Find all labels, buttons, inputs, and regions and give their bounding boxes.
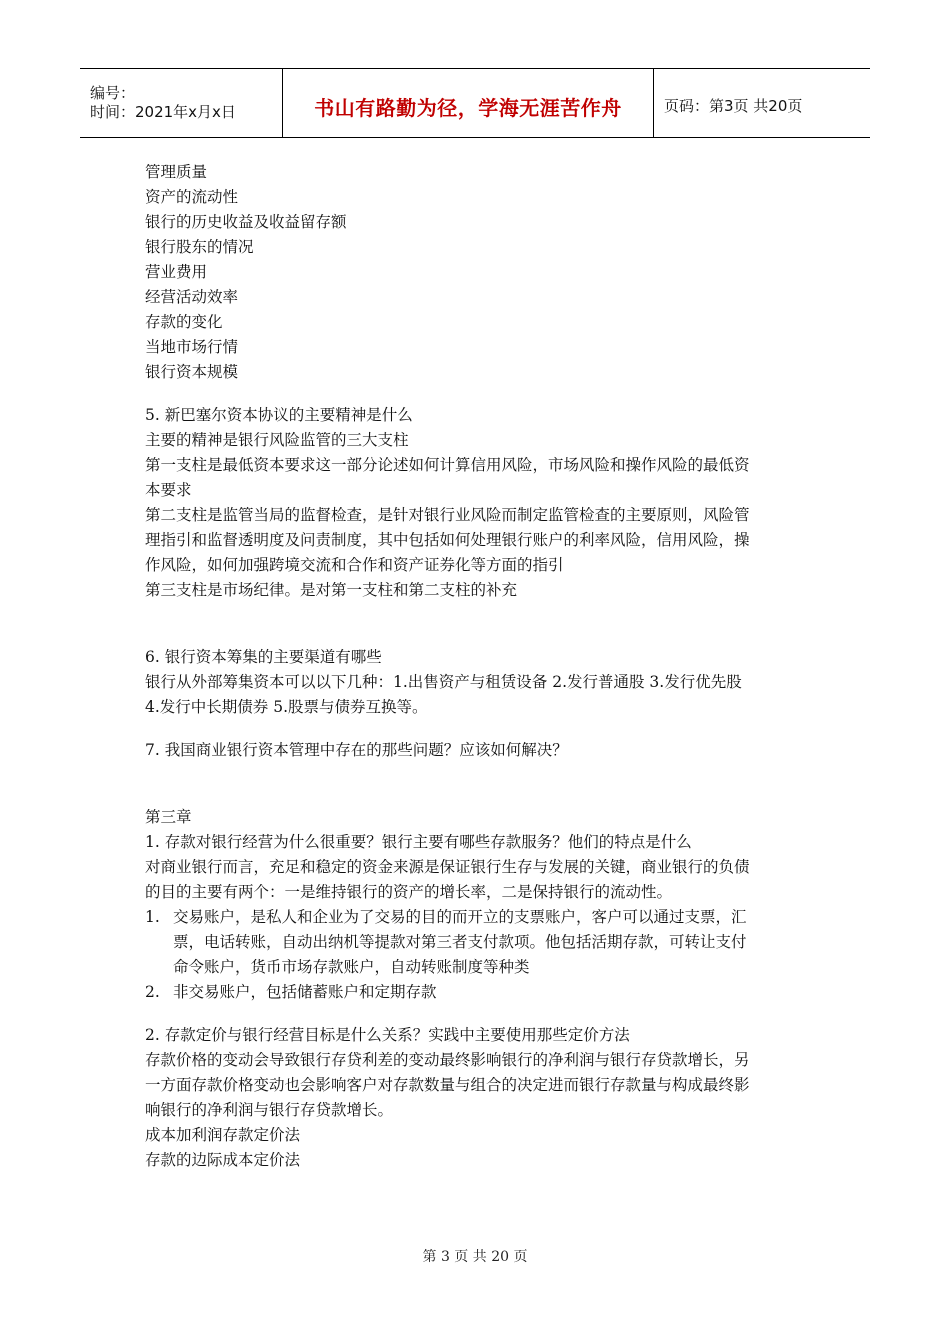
item-line: 命令账户，货币市场存款账户，自动转账制度等种类 [173, 958, 530, 976]
document-date-label: 时间：2021年x月x日 [90, 103, 236, 121]
header-meta [80, 69, 282, 137]
document-body [145, 160, 815, 1173]
account-type-item [145, 980, 815, 1005]
question-title: 2. 存款定价与银行经营目标是什么关系？实践中主要使用那些定价方法 [145, 1026, 630, 1044]
document-number-label: 编号： [90, 84, 136, 102]
list-item: 银行的历史收益及收益留存额 [145, 213, 347, 231]
answer-line: 的目的主要有两个：一是维持银行的资产的增长率，二是保持银行的流动性。 [145, 883, 673, 901]
question-title: 5. 新巴塞尔资本协议的主要精神是什么 [145, 406, 413, 424]
answer-line: 作风险，如何加强跨境交流和合作和资产证券化等方面的指引 [145, 556, 564, 574]
answer-line: 第三支柱是市场纪律。是对第一支柱和第二支柱的补充 [145, 581, 518, 599]
answer-line: 理指引和监督透明度及问责制度，其中包括如何处理银行账户的利率风险，信用风险，操 [145, 531, 750, 549]
list-item: 当地市场行情 [145, 338, 239, 356]
factor-list [145, 160, 815, 385]
item-line: 交易账户，是私人和企业为了交易的目的而开立的支票账户，客户可以通过支票，汇 [173, 908, 747, 926]
spacer [145, 720, 815, 738]
answer-line: 第一支柱是最低资本要求这一部分论述如何计算信用风险，市场风险和操作风险的最低资 [145, 456, 750, 474]
item-line: 非交易账户，包括储蓄账户和定期存款 [173, 983, 437, 1001]
answer-line: 对商业银行而言，充足和稳定的资金来源是保证银行生存与发展的关键，商业银行的负债 [145, 858, 750, 876]
list-item: 资产的流动性 [145, 188, 239, 206]
page-header [80, 68, 870, 138]
answer-line: 存款价格的变动会导致银行存贷利差的变动最终影响银行的净利润与银行存贷款增长，另 [145, 1051, 750, 1069]
list-item: 银行股东的情况 [145, 238, 254, 256]
spacer [145, 1005, 815, 1023]
question-7 [145, 738, 815, 763]
question-title: 7. 我国商业银行资本管理中存在的那些问题？应该如何解决？ [145, 741, 568, 759]
item-line: 票，电话转账，自动出纳机等提款对第三者支付款项。他包括活期存款，可转让支付 [173, 933, 747, 951]
answer-line: 本要求 [145, 481, 192, 499]
answer-line: 一方面存款价格变动也会影响客户对存款数量与组合的决定进而银行存款量与构成最终影 [145, 1076, 750, 1094]
chapter-3 [145, 805, 815, 1173]
list-item: 管理质量 [145, 163, 208, 181]
list-item: 营业费用 [145, 263, 208, 281]
question-title: 6. 银行资本筹集的主要渠道有哪些 [145, 648, 382, 666]
header-page-cell [654, 69, 870, 137]
item-number: 2. [145, 983, 160, 1001]
question-title: 1. 存款对银行经营为什么很重要？银行主要有哪些存款服务？他们的特点是什么 [145, 833, 692, 851]
list-item: 银行资本规模 [145, 363, 239, 381]
list-item: 经营活动效率 [145, 288, 239, 306]
item-number: 1. [145, 908, 160, 926]
chapter-title: 第三章 [145, 808, 192, 826]
spacer [145, 763, 815, 805]
spacer [145, 603, 815, 645]
list-item: 存款的变化 [145, 313, 223, 331]
answer-line: 主要的精神是银行风险监管的三大支柱 [145, 431, 409, 449]
header-motto: 书山有路勤为径，学海无涯苦作舟 [314, 95, 622, 120]
spacer [145, 385, 815, 403]
answer-line: 第二支柱是监管当局的监督检查，是针对银行业风险而制定监管检查的主要原则，风险管 [145, 506, 750, 524]
header-page-number: 页码：第3页 共20页 [664, 96, 803, 115]
page-footer: 第 3 页 共 20 页 [422, 1249, 528, 1265]
answer-line: 响银行的净利润与银行存贷款增长。 [145, 1101, 394, 1119]
account-type-item [145, 905, 815, 980]
question-6 [145, 645, 815, 720]
question-5 [145, 403, 815, 603]
answer-line: 银行从外部筹集资本可以以下几种：1.出售资产与租赁设备 2.发行普通股 3.发行优先股 [145, 673, 742, 691]
answer-line: 成本加利润存款定价法 [145, 1126, 301, 1144]
answer-line: 存款的边际成本定价法 [145, 1151, 301, 1169]
header-motto-cell [282, 69, 654, 137]
answer-line: 4.发行中长期债券 5.股票与债券互换等。 [145, 698, 428, 716]
